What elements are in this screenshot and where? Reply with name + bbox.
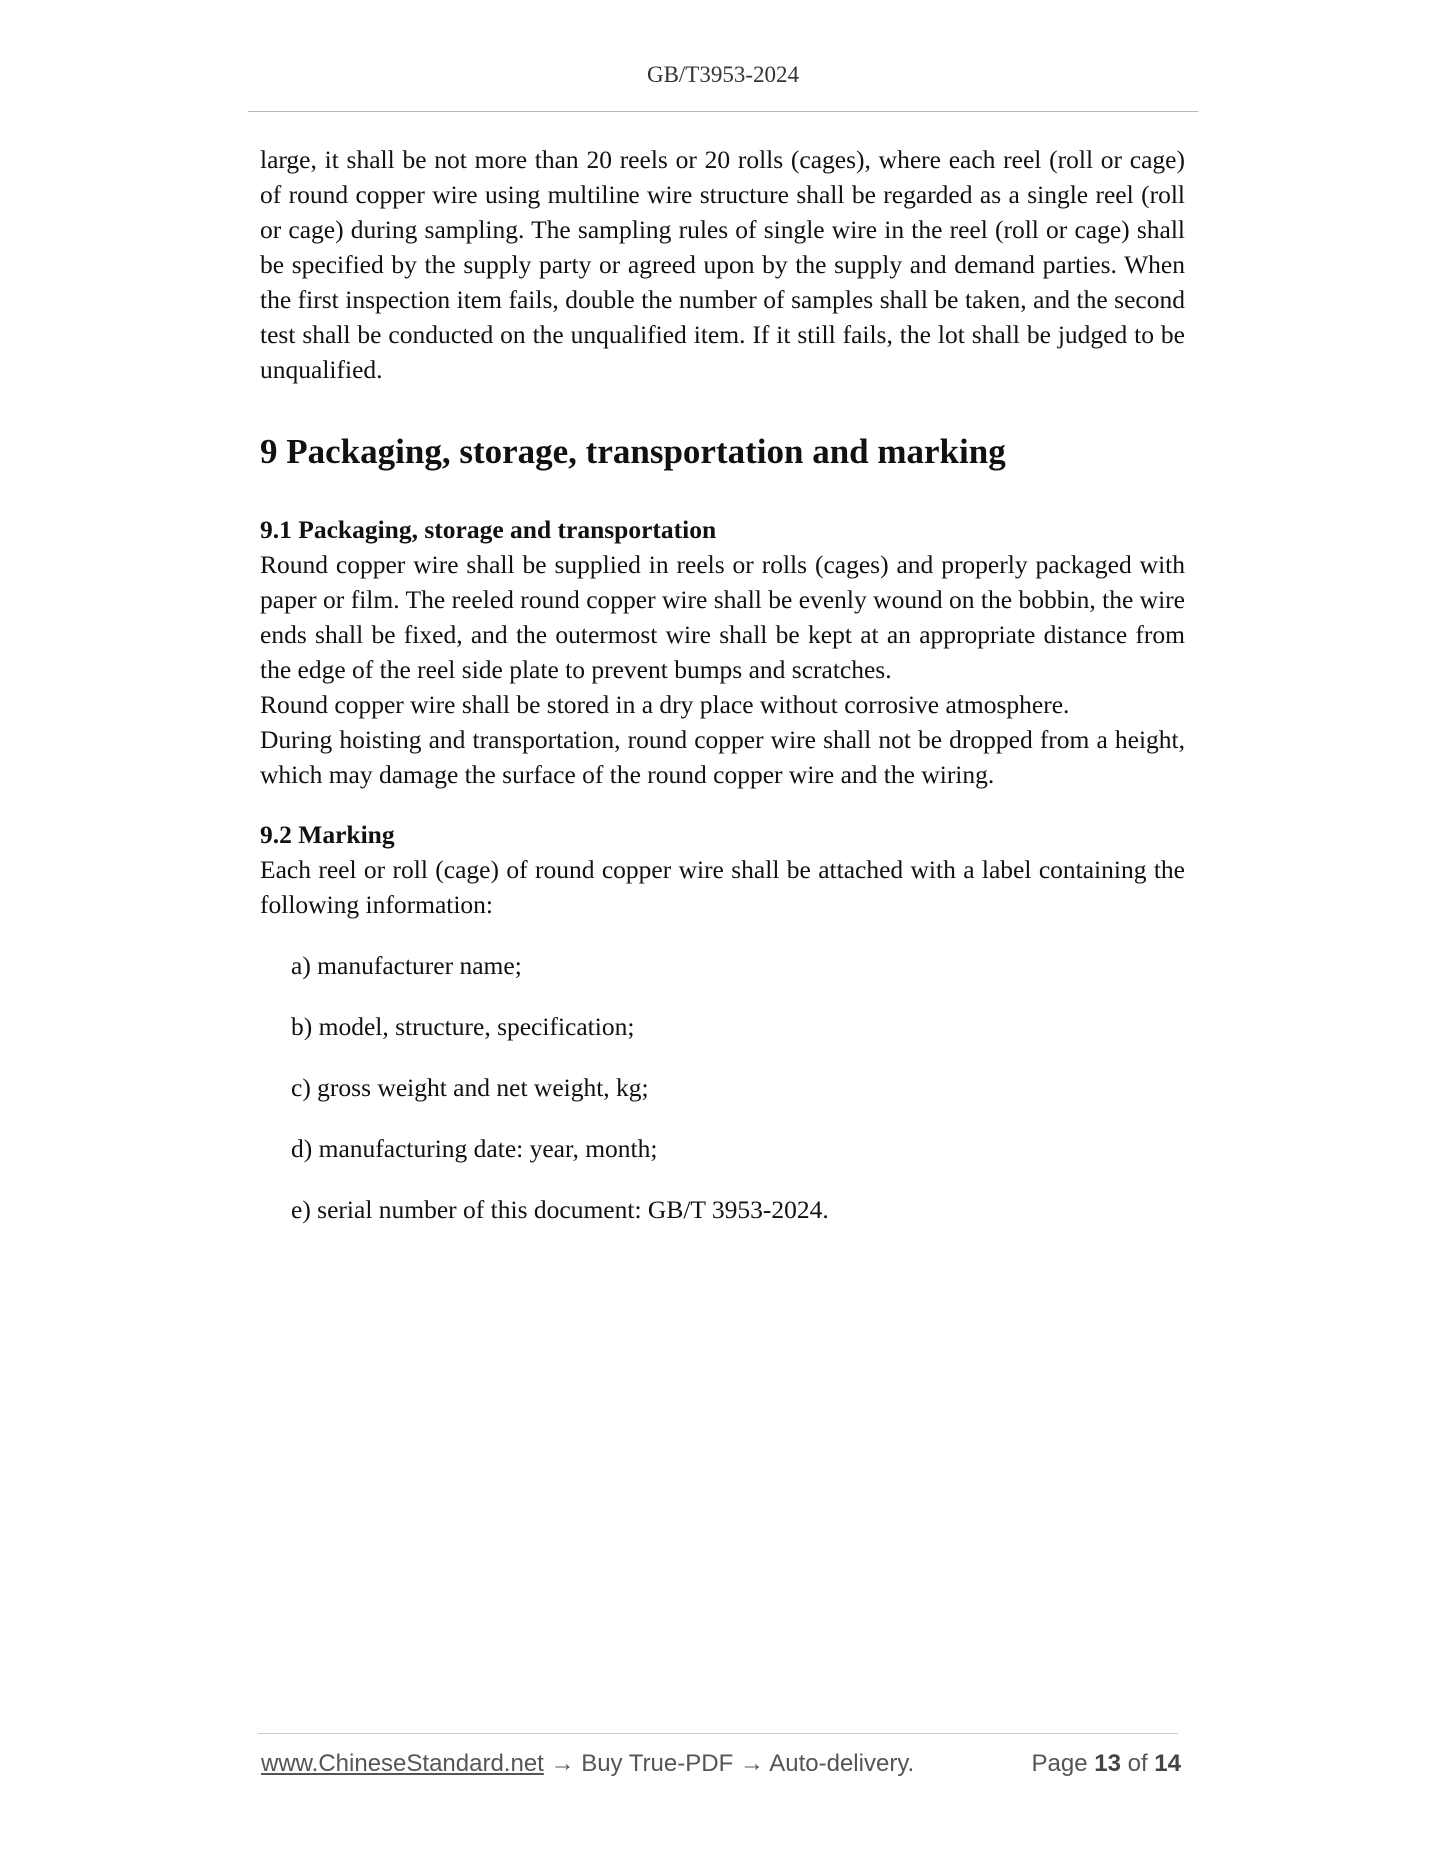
page-label: Page [1031,1750,1088,1777]
page-footer [261,1750,1181,1784]
storage-paragraph: Round copper wire shall be stored in a dry place without corrosive atmosphere. [260,690,1070,719]
marking-paragraph: Each reel or roll (cage) of round copper wire shall be attached with a label containing the following information: [260,855,1185,919]
page-header: GB/T3953-2024 [646,62,800,87]
page-current: 13 [1094,1750,1121,1777]
arrow-right-icon: → [550,1750,575,1777]
header-divider [248,111,1198,112]
list-item: d) manufacturing date: year, month; [291,1134,658,1163]
section-heading: 9 Packaging, storage, transportation and marking [260,432,1006,471]
marking-list [260,948,1185,1227]
transportation-paragraph: During hoisting and transportation, round copper wire shall not be dropped from a height, which may damage the surface of the round copper wire and the wiring. [260,725,1185,789]
list-item: e) serial number of this document: GB/T 3953-2024. [291,1195,829,1224]
document-body [260,142,1185,1253]
intro-paragraph: large, it shall be not more than 20 reels or 20 rolls (cages), where each reel (roll or cage) of round copper wire using multiline wire structure shall be regarded as a single reel (roll or cage) during sampling. The sampling rules of single wire in the reel (roll or cage) shall be specified by the supply party or agreed upon by the supply and demand parties. When the first inspection item fails, double the number of samples shall be taken, and the second test shall be conducted on the unqualified item. If it still fails, the lot shall be judged to be unqualified. [260,145,1185,384]
website-link[interactable]: www.ChineseStandard.net [261,1750,544,1777]
packaging-paragraph: Round copper wire shall be supplied in reels or rolls (cages) and properly packaged with paper or film. The reeled round copper wire shall be evenly wound on the bobbin, the wire ends shall be fixed, and the outermost wire shall be kept at an appropriate distance from the edge of the reel side plate to prevent bumps and scratches. [260,550,1185,684]
list-item: c) gross weight and net weight, kg; [291,1073,649,1102]
subsection-heading-marking: 9.2 Marking [260,820,395,849]
arrow-right-icon: → [739,1750,764,1777]
list-item: a) manufacturer name; [291,951,522,980]
auto-delivery-text: Auto-delivery. [769,1750,915,1777]
of-label: of [1127,1750,1148,1777]
subsection-heading-packaging: 9.1 Packaging, storage and transportation [260,515,717,544]
footer-divider [258,1733,1178,1734]
buy-true-pdf-text: Buy True-PDF [581,1750,734,1777]
page-total: 14 [1154,1750,1181,1777]
page-indicator [1032,1750,1182,1778]
footer-promo [261,1750,914,1778]
list-item: b) model, structure, specification; [291,1012,635,1041]
